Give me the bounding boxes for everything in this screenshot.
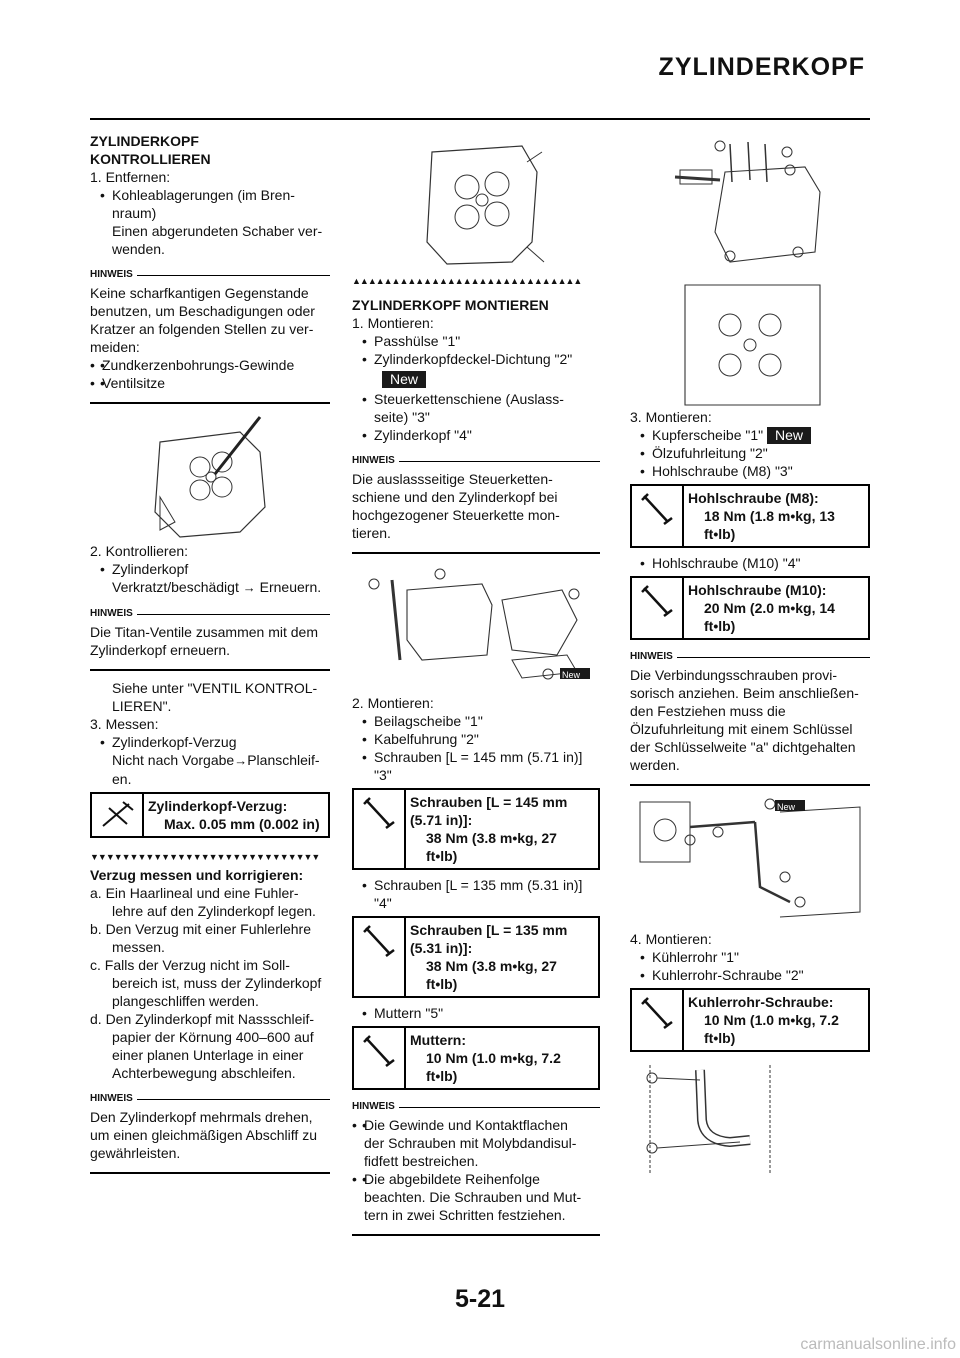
proc-line: messen. bbox=[112, 939, 165, 955]
step-2-item: • Muttern "5" bbox=[352, 1004, 600, 1022]
spec-label: Hohlschraube (M8): bbox=[688, 490, 819, 506]
text-line: wenden. bbox=[112, 241, 165, 257]
note-end-rule bbox=[90, 402, 330, 404]
text-span: Kupferscheibe "1" bbox=[652, 427, 764, 443]
note-line: der Schrauben mit Molybdandisul- bbox=[364, 1135, 577, 1151]
cylinder-assembly-figure bbox=[352, 560, 600, 684]
hinweis-text: HINWEIS bbox=[352, 1101, 395, 1112]
note-line: Die Verbindungsschrauben provi- bbox=[630, 667, 838, 683]
text-span: Planschleif- bbox=[247, 752, 320, 768]
step-2: 2. Montieren: bbox=[352, 695, 434, 711]
step-3-item bbox=[630, 426, 870, 444]
radiator-pipe-figure bbox=[630, 1060, 870, 1180]
spec-value: ft•lb) bbox=[426, 848, 458, 864]
note-end-rule bbox=[630, 784, 870, 786]
spec-label: (5.71 in)]: bbox=[410, 812, 473, 828]
proc-line: papier der Körnung 400–600 auf bbox=[112, 1029, 314, 1045]
text-line: "4" bbox=[374, 895, 392, 911]
spec-value: Max. 0.05 mm (0.002 in) bbox=[164, 816, 320, 832]
note-line: sorisch anziehen. Beim anschließen- bbox=[630, 685, 859, 701]
torque-wrench-icon bbox=[354, 918, 406, 996]
section-title: ZYLINDERKOPF bbox=[90, 133, 199, 149]
hinweis-label bbox=[352, 452, 600, 470]
text-line bbox=[90, 578, 330, 597]
spec-box bbox=[90, 792, 330, 838]
note-bullet: • • Zundkerzenbohrungs-Gewinde bbox=[90, 356, 330, 374]
step-3: 3. Messen: bbox=[90, 716, 159, 732]
step-3-item: • Zylinderkopf-Verzug bbox=[90, 733, 330, 751]
step-1-item: • Kohleablagerungen (im Bren- bbox=[90, 186, 330, 204]
text-span: Erneuern. bbox=[259, 579, 322, 595]
note-line: beachten. Die Schrauben und Mut- bbox=[364, 1189, 582, 1205]
step-1: 1. Entfernen: bbox=[90, 169, 171, 185]
proc-line: einer planen Unterlage in einer bbox=[112, 1047, 304, 1063]
hinweis-label bbox=[90, 605, 330, 623]
note-bullet: • • Ventilsitze bbox=[90, 374, 330, 392]
note-line: Kratzer an folgenden Stellen zu ver- bbox=[90, 321, 314, 337]
note-line: gewährleisten. bbox=[90, 1145, 181, 1161]
hinweis-text: HINWEIS bbox=[630, 651, 673, 662]
hinweis-text: HINWEIS bbox=[90, 269, 133, 280]
step-2: 2. Kontrollieren: bbox=[90, 543, 189, 559]
new-badge: New bbox=[382, 371, 426, 388]
proc-line: plangeschliffen werden. bbox=[112, 993, 259, 1009]
text-line bbox=[90, 751, 330, 770]
text-line: seite) "3" bbox=[374, 409, 430, 425]
ref-line: Siehe unter "VENTIL KONTROL- bbox=[112, 680, 318, 696]
note-line: Zylinderkopf erneuern. bbox=[90, 642, 231, 658]
proc-line: Achterbewegung abschleifen. bbox=[112, 1065, 296, 1081]
spec-value: 18 Nm (1.8 m•kg, 13 bbox=[704, 508, 835, 524]
step-2-item: • Schrauben [L = 135 mm (5.31 in)] bbox=[352, 876, 600, 894]
note-line: Die Titan-Ventile zusammen mit dem bbox=[90, 624, 318, 640]
spec-label: (5.31 in)]: bbox=[410, 940, 473, 956]
hinweis-label bbox=[90, 266, 330, 284]
step-1-item: • Passhülse "1" bbox=[352, 332, 600, 350]
new-badge: New bbox=[767, 427, 811, 444]
arrow-icon: → bbox=[242, 580, 256, 595]
proc-line: a. Ein Haarlineal und eine Fuhler- bbox=[90, 885, 299, 901]
cylinder-head-bolts-figure bbox=[630, 132, 870, 280]
spec-value: ft•lb) bbox=[704, 618, 736, 634]
note-line: benutzen, um Beschadigungen oder bbox=[90, 303, 315, 319]
spec-label: Kuhlerrohr-Schraube: bbox=[688, 994, 834, 1010]
hinweis-text: HINWEIS bbox=[90, 608, 133, 619]
spec-label: Hohlschraube (M10): bbox=[688, 582, 827, 598]
note-line: tern in zwei Schritten festziehen. bbox=[364, 1207, 566, 1223]
procedure-end-marker: ▲▲▲▲▲▲▲▲▲▲▲▲▲▲▲▲▲▲▲▲▲▲▲▲▲▲▲▲▲ bbox=[352, 276, 582, 286]
note-line: Den Zylinderkopf mehrmals drehen, bbox=[90, 1109, 313, 1125]
step-1-item: • Zylinderkopfdeckel-Dichtung "2" bbox=[352, 350, 600, 368]
step-2-item: • Zylinderkopf bbox=[90, 560, 330, 578]
page-title: ZYLINDERKOPF bbox=[658, 53, 865, 81]
proc-line: d. Den Zylinderkopf mit Nassschleif- bbox=[90, 1011, 315, 1027]
spec-value: ft•lb) bbox=[704, 1030, 736, 1046]
note-bullet-text: Zundkerzenbohrungs-Gewinde bbox=[102, 357, 295, 373]
text-line: nraum) bbox=[112, 205, 157, 221]
text-line: en. bbox=[112, 771, 132, 787]
arrow-icon: → bbox=[234, 753, 248, 768]
hinweis-text: HINWEIS bbox=[352, 455, 395, 466]
procedure-start-marker: ▼▼▼▼▼▼▼▼▼▼▼▼▼▼▼▼▼▼▼▼▼▼▼▼▼▼▼▼▼ bbox=[90, 852, 320, 862]
step-4-item: • Kuhlerrohr-Schraube "2" bbox=[630, 966, 870, 984]
hinweis-label bbox=[352, 1098, 600, 1116]
header-rule bbox=[90, 118, 870, 120]
text-span: Nicht nach Vorgabe bbox=[112, 752, 235, 768]
torque-wrench-icon bbox=[632, 578, 684, 638]
column-1 bbox=[90, 132, 330, 1180]
spec-label: Muttern: bbox=[410, 1032, 466, 1048]
spec-value: 10 Nm (1.0 m•kg, 7.2 bbox=[704, 1012, 839, 1028]
spec-label: Zylinderkopf-Verzug: bbox=[148, 798, 288, 814]
step-1-item: • Steuerkettenschiene (Auslass- bbox=[352, 390, 600, 408]
torque-wrench-icon bbox=[354, 790, 406, 868]
note-line: den Festziehen muss die bbox=[630, 703, 786, 719]
hinweis-label bbox=[630, 648, 870, 666]
note-bullet: • • Die abgebildete Reihenfolge bbox=[352, 1170, 600, 1188]
proc-line: c. Falls der Verzug nicht im Soll- bbox=[90, 957, 290, 973]
spec-value: 20 Nm (2.0 m•kg, 14 bbox=[704, 600, 835, 616]
note-line: werden. bbox=[630, 757, 680, 773]
note-bullet: • • Die Gewinde und Kontaktflachen bbox=[352, 1116, 600, 1134]
spec-box bbox=[630, 484, 870, 548]
note-end-rule bbox=[352, 552, 600, 554]
page-number: 5-21 bbox=[454, 1285, 506, 1313]
spec-value: ft•lb) bbox=[704, 526, 736, 542]
cylinder-head-top-figure bbox=[352, 132, 600, 272]
spec-box bbox=[352, 788, 600, 870]
step-2-item: • Schrauben [L = 145 mm (5.71 in)] bbox=[352, 748, 600, 766]
spec-box bbox=[352, 1026, 600, 1090]
spec-label: Schrauben [L = 135 mm bbox=[410, 922, 568, 938]
note-line: meiden: bbox=[90, 339, 140, 355]
spec-value: 38 Nm (3.8 m•kg, 27 bbox=[426, 958, 557, 974]
step-4: 4. Montieren: bbox=[630, 931, 712, 947]
new-badge-row bbox=[352, 370, 600, 388]
section-title-2: KONTROLLIEREN bbox=[90, 151, 211, 167]
note-line: hochgezogener Steuerkette mon- bbox=[352, 507, 560, 523]
column-3 bbox=[630, 132, 870, 1180]
note-end-rule bbox=[352, 1234, 600, 1236]
spec-value: 38 Nm (3.8 m•kg, 27 bbox=[426, 830, 557, 846]
oil-line-figure bbox=[630, 792, 870, 922]
note-line: der Schlüsselweite "a" dichtgehalten bbox=[630, 739, 856, 755]
step-1-item: • Zylinderkopf "4" bbox=[352, 426, 600, 444]
step-2-item: • Beilagscheibe "1" bbox=[352, 712, 600, 730]
text-line: Einen abgerundeten Schaber ver- bbox=[112, 223, 323, 239]
ref-line: LIEREN". bbox=[112, 698, 172, 714]
text-line: "3" bbox=[374, 767, 392, 783]
watermark: carmanualsonline.info bbox=[800, 1336, 956, 1353]
proc-line: b. Den Verzug mit einer Fuhlerlehre bbox=[90, 921, 311, 937]
step-1: 1. Montieren: bbox=[352, 315, 434, 331]
torque-wrench-icon bbox=[354, 1028, 406, 1088]
tightening-sequence-figure bbox=[630, 280, 870, 408]
procedure-title: Verzug messen und korrigieren: bbox=[90, 867, 304, 883]
note-line: Ölzufuhrleitung mit einem Schlüssel bbox=[630, 721, 853, 737]
hinweis-label bbox=[90, 1090, 330, 1108]
note-end-rule bbox=[90, 669, 330, 671]
figure-new-badge: New bbox=[777, 802, 796, 812]
figure-new-badge: New bbox=[562, 670, 581, 680]
note-end-rule bbox=[90, 1172, 330, 1174]
cylinder-head-scraper-figure bbox=[90, 412, 330, 542]
spec-box bbox=[352, 916, 600, 998]
spec-value: 10 Nm (1.0 m•kg, 7.2 bbox=[426, 1050, 561, 1066]
proc-line: lehre auf den Zylinderkopf legen. bbox=[112, 903, 316, 919]
note-bullet-text: Die abgebildete Reihenfolge bbox=[364, 1171, 540, 1187]
section-title: ZYLINDERKOPF MONTIEREN bbox=[352, 297, 549, 313]
proc-line: bereich ist, muss der Zylinderkopf bbox=[112, 975, 322, 991]
step-3-item: • Hohlschraube (M10) "4" bbox=[630, 554, 870, 572]
note-line: tieren. bbox=[352, 525, 391, 541]
spec-label: Schrauben [L = 145 mm bbox=[410, 794, 568, 810]
spec-value: ft•lb) bbox=[426, 976, 458, 992]
feeler-gauge-icon bbox=[92, 794, 144, 836]
step-3: 3. Montieren: bbox=[630, 409, 712, 425]
step-3-item: • Ölzufuhrleitung "2" bbox=[630, 444, 870, 462]
step-2-item: • Kabelfuhrung "2" bbox=[352, 730, 600, 748]
note-line: schiene und den Zylinderkopf bei bbox=[352, 489, 558, 505]
spec-box bbox=[630, 988, 870, 1052]
note-line: fidfett bestreichen. bbox=[364, 1153, 479, 1169]
torque-wrench-icon bbox=[632, 486, 684, 546]
spec-value: ft•lb) bbox=[426, 1068, 458, 1084]
step-3-item: • Hohlschraube (M8) "3" bbox=[630, 462, 870, 480]
note-bullet-text: Die Gewinde und Kontaktflachen bbox=[364, 1117, 568, 1133]
note-line: um einen gleichmäßigen Abschliff zu bbox=[90, 1127, 317, 1143]
note-bullet-text: Ventilsitze bbox=[102, 375, 166, 391]
column-2 bbox=[352, 132, 600, 1242]
note-line: Die auslassseitige Steuerketten- bbox=[352, 471, 553, 487]
hinweis-text: HINWEIS bbox=[90, 1093, 133, 1104]
torque-wrench-icon bbox=[632, 990, 684, 1050]
note-line: Keine scharfkantigen Gegenstande bbox=[90, 285, 309, 301]
step-4-item: • Kühlerrohr "1" bbox=[630, 948, 870, 966]
text-span: Verkratzt/beschädigt bbox=[112, 579, 239, 595]
spec-box bbox=[630, 576, 870, 640]
